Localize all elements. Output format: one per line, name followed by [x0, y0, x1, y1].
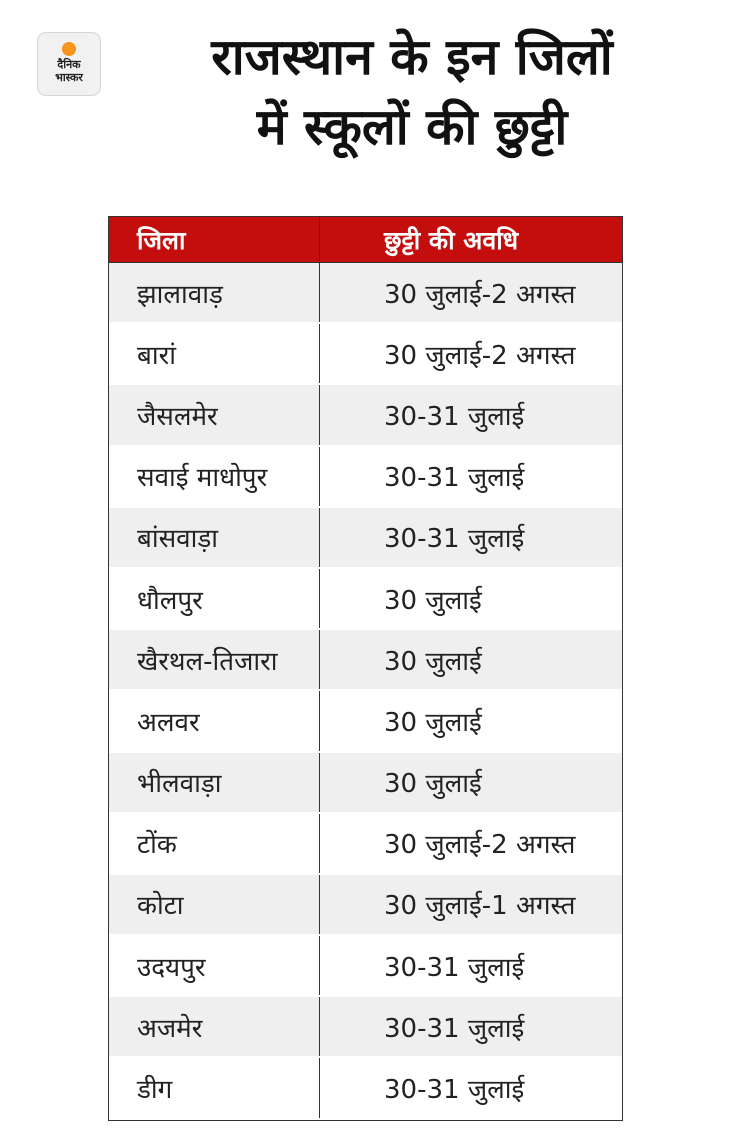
district-cell: अलवर — [109, 691, 320, 750]
table-row — [109, 875, 622, 936]
district-cell: बांसवाड़ा — [109, 508, 320, 567]
period-cell: 30-31 जुलाई — [384, 524, 525, 555]
district-cell: बारां — [109, 324, 320, 383]
district-cell: भीलवाड़ा — [109, 753, 320, 812]
sun-dot-icon — [62, 42, 76, 56]
header-holiday-period: छुट्टी की अवधि — [384, 225, 519, 255]
title-line-1: राजस्थान के इन जिलों — [211, 28, 613, 86]
district-cell: अजमेर — [109, 997, 320, 1056]
district-cell: धौलपुर — [109, 569, 320, 628]
table-row — [109, 569, 622, 630]
table-header-row — [109, 217, 622, 263]
table-row — [109, 1058, 622, 1119]
table-row — [109, 263, 622, 324]
period-cell: 30 जुलाई-2 अगस्त — [384, 279, 576, 310]
logo-line-2: भास्कर — [55, 71, 83, 84]
district-cell: उदयपुर — [109, 936, 320, 995]
district-cell: जैसलमेर — [109, 385, 320, 444]
table-row — [109, 508, 622, 569]
period-cell: 30 जुलाई — [384, 769, 482, 800]
period-cell: 30-31 जुलाई — [384, 1013, 525, 1044]
table-row — [109, 997, 622, 1058]
brand-logo — [37, 32, 101, 96]
page-title — [112, 22, 712, 162]
logo-line-1: दैनिक — [57, 58, 81, 71]
period-cell: 30-31 जुलाई — [384, 401, 525, 432]
period-cell: 30 जुलाई — [384, 646, 482, 677]
district-cell: खैरथल-तिजारा — [109, 630, 320, 689]
period-cell: 30 जुलाई-1 अगस्त — [384, 891, 576, 922]
table-row — [109, 936, 622, 997]
district-cell: झालावाड़ — [109, 263, 320, 322]
table-row — [109, 447, 622, 508]
district-cell: डीग — [109, 1058, 320, 1117]
period-cell: 30 जुलाई — [384, 585, 482, 616]
period-cell: 30 जुलाई — [384, 707, 482, 738]
period-cell: 30-31 जुलाई — [384, 952, 525, 983]
period-cell: 30 जुलाई-2 अगस्त — [384, 830, 576, 861]
table-row — [109, 385, 622, 446]
district-cell: कोटा — [109, 875, 320, 934]
table-row — [109, 814, 622, 875]
holiday-table — [108, 216, 623, 1121]
district-cell: टोंक — [109, 814, 320, 873]
period-cell: 30 जुलाई-2 अगस्त — [384, 340, 576, 371]
table-row — [109, 324, 622, 385]
table-row — [109, 630, 622, 691]
period-cell: 30-31 जुलाई — [384, 1075, 525, 1106]
title-line-2: में स्कूलों की छुट्टी — [256, 98, 568, 156]
table-row — [109, 753, 622, 814]
header-district: जिला — [109, 217, 320, 262]
period-cell: 30-31 जुलाई — [384, 463, 525, 494]
logo-text — [38, 58, 100, 84]
district-cell: सवाई माधोपुर — [109, 447, 320, 506]
table-row — [109, 691, 622, 752]
